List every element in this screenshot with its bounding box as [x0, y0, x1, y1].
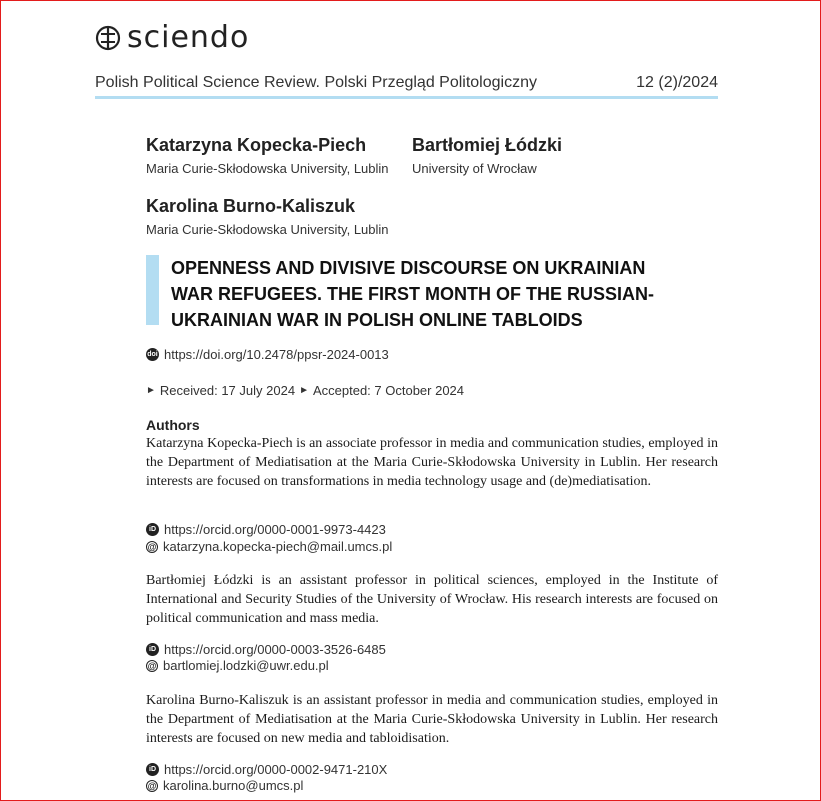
triangle-right-icon: ►: [299, 385, 309, 396]
author-affiliation: Maria Curie-Skłodowska University, Lublin: [146, 161, 389, 176]
orcid-row-1: [146, 522, 386, 537]
email-row-2: [146, 658, 329, 673]
email-link[interactable]: katarzyna.kopecka-piech@mail.umcs.pl: [163, 539, 393, 554]
orcid-link[interactable]: https://orcid.org/0000-0002-9471-210X: [164, 762, 388, 777]
accepted-date: Accepted: 7 October 2024: [312, 383, 465, 398]
orcid-row-3: [146, 762, 387, 777]
publisher-logo: [95, 20, 249, 55]
doi-link[interactable]: https://doi.org/10.2478/ppsr-2024-0013: [164, 347, 389, 362]
article-title: OPENNESS AND DIVISIVE DISCOURSE ON UKRAINIAN WAR REFUGEES. THE FIRST MONTH OF THE RUSSIAN- UKRAINIAN WAR IN POLISH ONLINE TABLOIDS: [171, 258, 655, 330]
author-name: Katarzyna Kopecka-Piech: [146, 135, 367, 155]
triangle-right-icon: ►: [146, 385, 156, 396]
doi-row: [146, 347, 389, 362]
orcid-icon: iD: [146, 763, 159, 776]
email-row-3: [146, 778, 303, 793]
author-bio-2: Bartłomiej Łódzki is an assistant professor in political sciences, employed in the Institute of International and Security Studies of the University of Wrocław. His research interests are focused on political communication and mass media.: [146, 573, 718, 626]
email-link[interactable]: bartlomiej.lodzki@uwr.edu.pl: [163, 658, 329, 673]
orcid-link[interactable]: https://orcid.org/0000-0001-9973-4423: [164, 522, 386, 537]
author-affiliation: Maria Curie-Skłodowska University, Lublin: [146, 222, 389, 237]
received-date: Received: 17 July 2024: [159, 383, 296, 398]
sciendo-logo-icon: [95, 23, 121, 53]
author-name: Bartłomiej Łódzki: [412, 135, 563, 155]
journal-header: [95, 74, 718, 99]
email-row-1: [146, 539, 392, 554]
orcid-link[interactable]: https://orcid.org/0000-0003-3526-6485: [164, 642, 386, 657]
email-link[interactable]: karolina.burno@umcs.pl: [163, 778, 304, 793]
journal-name: Polish Political Science Review. Polski Przegląd Politologiczny: [95, 74, 537, 91]
email-icon: @: [147, 660, 157, 671]
author-3: [146, 196, 389, 237]
journal-issue: 12 (2)/2024: [636, 74, 718, 91]
author-2: [412, 135, 562, 176]
publisher-name: sciendo: [127, 20, 250, 55]
doi-icon: doi: [146, 348, 159, 361]
author-bio-1: Katarzyna Kopecka-Piech is an associate professor in media and communication studies, employed in the Department of Mediatisation at the Maria Curie-Skłodowska University in Lublin. Her research interests are focused on transformations in media technology usage and (de)mediatisation.: [146, 436, 718, 489]
authors-heading: Authors: [146, 417, 200, 433]
orcid-row-2: [146, 642, 386, 657]
author-bio-3: Karolina Burno-Kaliszuk is an assistant professor in media and communication studies, employed in the Department of Mediatisation at the Maria Curie-Skłodowska University in Lublin. Her research interests are focused on new media and tabloidisation.: [146, 693, 718, 746]
email-icon: @: [147, 780, 157, 791]
author-1: [146, 135, 389, 176]
dates-row: [146, 383, 464, 398]
title-accent-bar: [146, 255, 159, 325]
email-icon: @: [147, 541, 157, 552]
author-name: Karolina Burno-Kaliszuk: [146, 196, 356, 216]
author-affiliation: University of Wrocław: [412, 161, 537, 176]
orcid-icon: iD: [146, 643, 159, 656]
orcid-icon: iD: [146, 523, 159, 536]
